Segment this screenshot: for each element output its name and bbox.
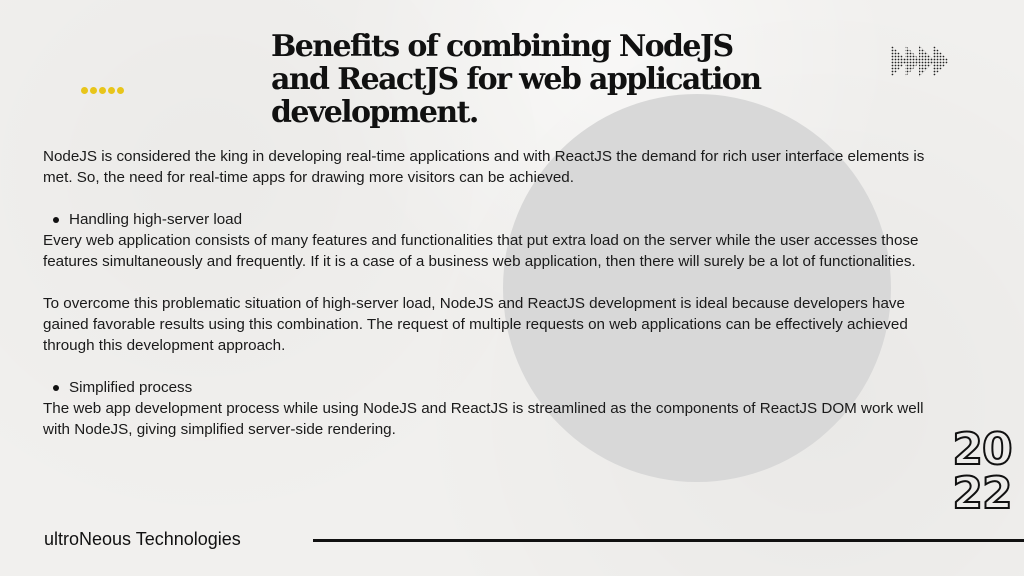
page-title: Benefits of combining NodeJS and ReactJS for web application development.: [271, 29, 761, 130]
bullet-icon: [53, 385, 59, 391]
year-bottom: 22: [952, 468, 1012, 519]
bullet-icon: [53, 217, 59, 223]
company-name: ultroNeous Technologies: [44, 529, 241, 549]
divider-line: [313, 539, 1024, 542]
paragraph: Every web application consists of many features and functionalities that put extra load on the server while the user accesses those features simultaneously and frequently. If it is a case of a business web application, then there will surely be a lot of functionalities.: [43, 232, 919, 270]
year-top: 20: [952, 424, 1012, 475]
bullet-item: [43, 209, 943, 230]
year-badge: [950, 424, 1014, 519]
decorative-dots: [81, 87, 124, 94]
bullet-label: Simplified process: [69, 379, 193, 396]
intro-paragraph: NodeJS is considered the king in developing real-time applications and with ReactJS the demand for rich user interface elements is met. So, the need for real-time apps for drawing more visitors can be achieved.: [43, 148, 925, 186]
body-content: [43, 146, 943, 440]
bullet-label: Handling high-server load: [69, 211, 243, 228]
chevron-right-icon: [891, 43, 953, 79]
paragraph: To overcome this problematic situation of high-server load, NodeJS and ReactJS development is ideal because developers have gained favorable results using this combination. The request of multiple requests on web applications can be effectively achieved through this development approach.: [43, 295, 908, 354]
bullet-item: [43, 377, 943, 398]
paragraph: The web app development process while using NodeJS and ReactJS is streamlined as the components of ReactJS DOM work well with NodeJS, giving simplified server-side rendering.: [43, 400, 924, 438]
